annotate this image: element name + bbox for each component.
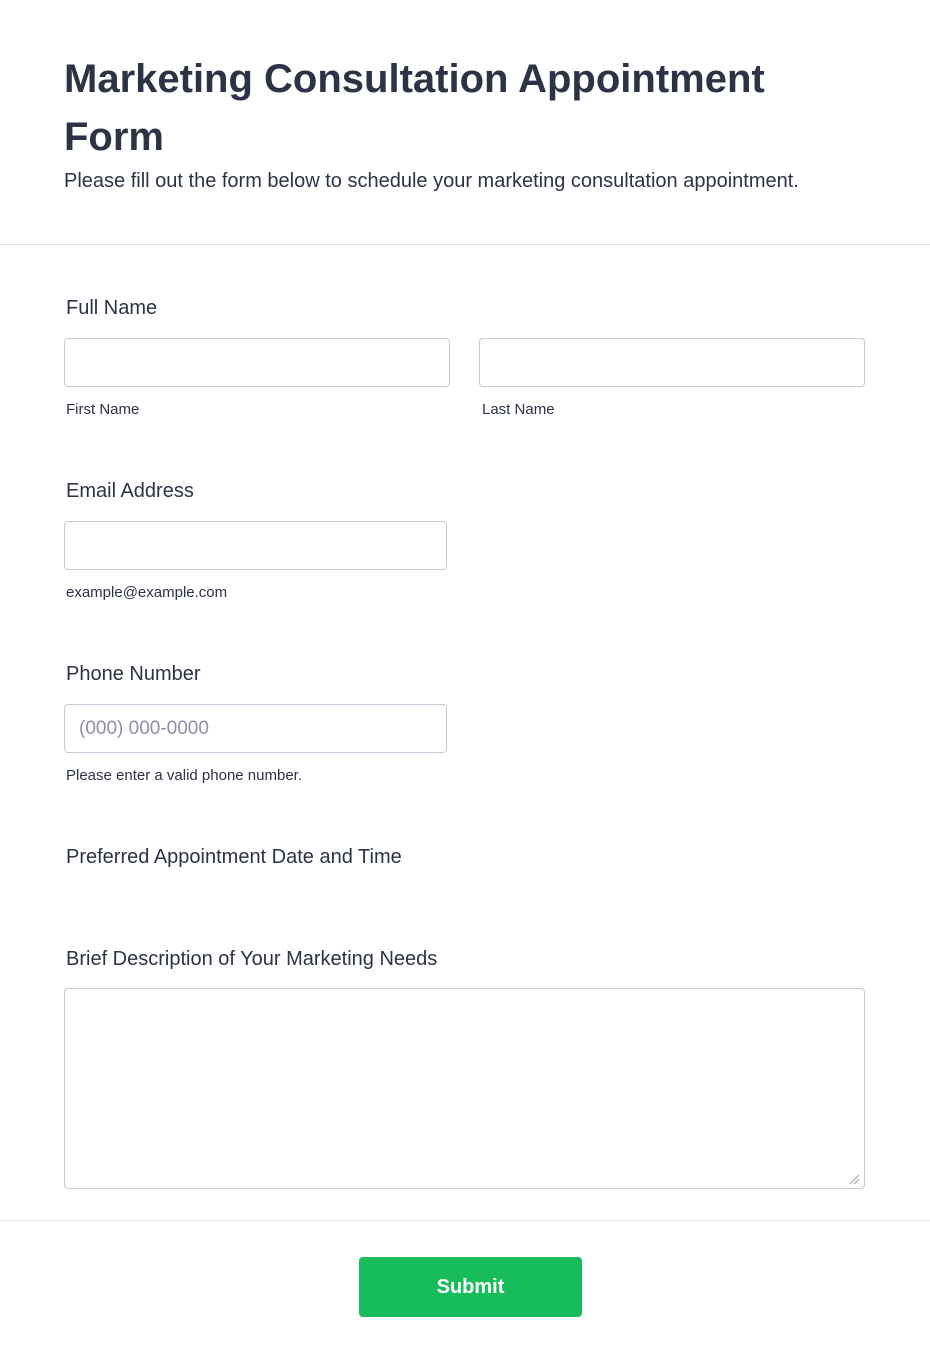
resize-handle-icon[interactable] <box>848 1173 860 1185</box>
appointment-label: Preferred Appointment Date and Time <box>66 846 402 868</box>
form-title: Marketing Consultation Appointment Form <box>64 57 765 159</box>
phone-sublabel: Please enter a valid phone number. <box>66 767 302 784</box>
email-label: Email Address <box>66 480 194 502</box>
first-name-input[interactable] <box>64 338 450 387</box>
last-name-sublabel: Last Name <box>482 401 555 418</box>
email-input[interactable] <box>64 521 447 570</box>
last-name-input[interactable] <box>479 338 865 387</box>
footer-divider <box>0 1220 930 1221</box>
email-sublabel: example@example.com <box>66 584 228 601</box>
phone-input[interactable] <box>64 704 447 753</box>
description-textarea[interactable] <box>64 988 865 1189</box>
form-header <box>0 0 930 245</box>
submit-button[interactable]: Submit <box>359 1257 582 1317</box>
description-label: Brief Description of Your Marketing Needs <box>66 948 438 970</box>
full-name-label: Full Name <box>66 297 158 319</box>
phone-label: Phone Number <box>66 663 201 685</box>
first-name-sublabel: First Name <box>66 401 140 418</box>
form-subtitle: Please fill out the form below to schedule your marketing consultation appointment. <box>64 170 799 192</box>
